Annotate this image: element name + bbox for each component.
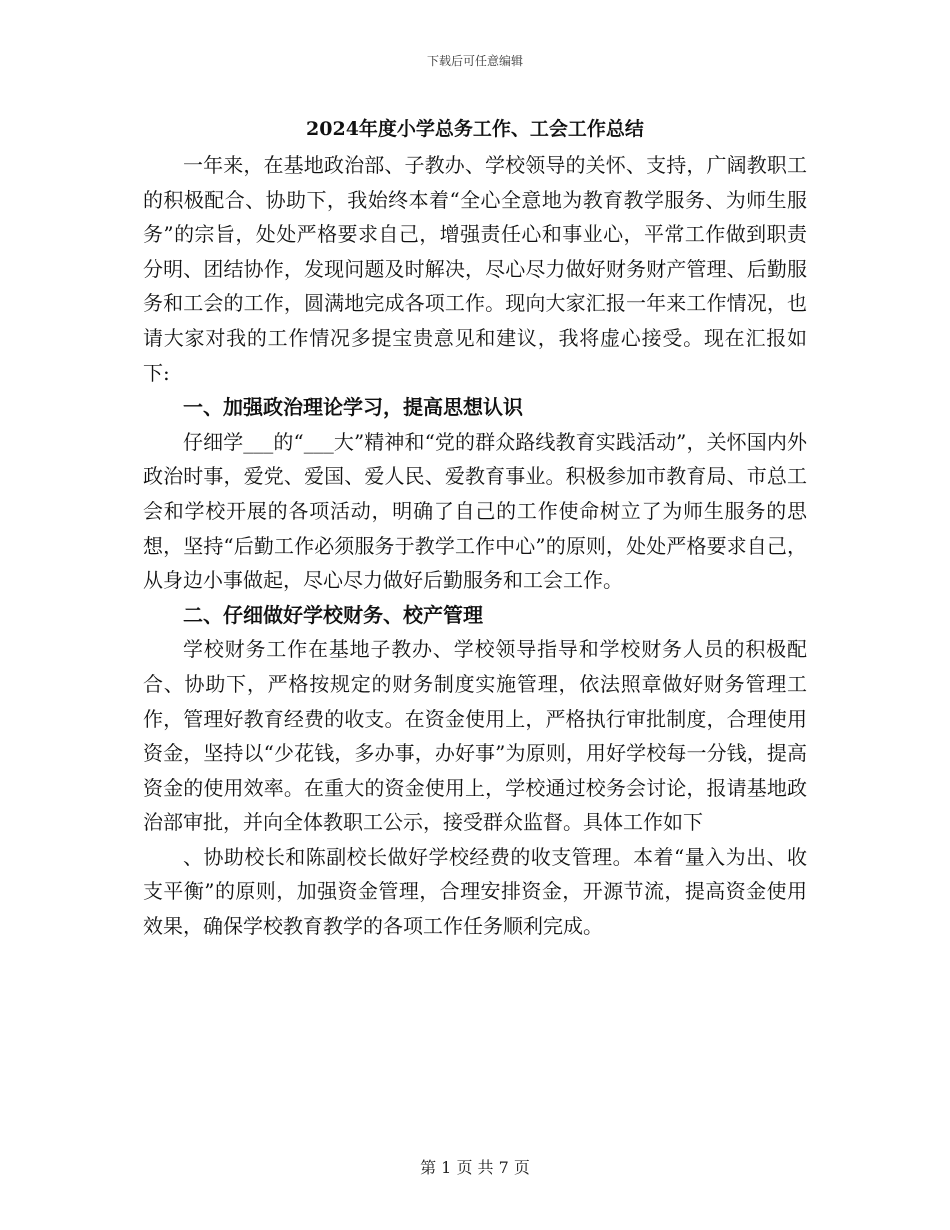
- section-2-item-1: 、协助校长和陈副校长做好学校经费的收支管理。本着“量入为出、收支平衡”的原则，加强资金管理，合理安排资金，开源节流，提高资金使用效果，确保学校教育教学的各项工作任务顺利完成。: [143, 844, 807, 939]
- document-body: [143, 148, 807, 944]
- section-2-heading: 二、仔细做好学校财务、校产管理: [183, 602, 483, 627]
- intro-paragraph: 一年来，在基地政治部、子教办、学校领导的关怀、支持，广阔教职工的积极配合、协助下，我始终本着“全心全意地为教育教学服务、为师生服务”的宗旨，处处严格要求自己，增强责任心和事业心，平常工作做到职责分明、团结协作，发现问题及时解决，尽心尽力做好财务财产管理、后勤服务和工会的工作，圆满地完成各项工作。现向大家汇报一年来工作情况，也请大家对我的工作情况多提宝贵意见和建议，我将虚心接受。现在汇报如下:: [143, 153, 807, 385]
- section-1-heading: 一、加强政治理论学习，提高思想认识: [183, 395, 523, 420]
- section-2-paragraph: 学校财务工作在基地子教办、学校领导指导和学校财务人员的积极配合、协助下，严格按规定的财务制度实施管理，依法照章做好财务管理工作，管理好教育经费的收支。在资金使用上，严格执行审批制度，合理使用资金，坚持以“少花钱，多办事，办好事”为原则，用好学校每一分钱，提高资金的使用效率。在重大的资金使用上，学校通过校务会讨论，报请基地政治部审批，并向全体教职工公示，接受群众监督。具体工作如下: [143, 637, 807, 835]
- page-header: 下载后可任意编辑: [426, 54, 523, 68]
- page-number: 第 1 页 共 7 页: [420, 1158, 530, 1177]
- document-title: 2024年度小学总务工作、工会工作总结: [306, 118, 644, 140]
- section-1-paragraph: 仔细学___的“___大”精神和“党的群众路线教育实践活动”，关怀国内外政治时事，爱党、爱国、爱人民、爱教育事业。积极参加市教育局、市总工会和学校开展的各项活动，明确了自己的工作使命树立了为师生服务的思想，坚持“后勤工作必须服务于教学工作中心”的原则，处处严格要求自己，从身边小事做起，尽心尽力做好后勤服务和工会工作。: [143, 429, 807, 593]
